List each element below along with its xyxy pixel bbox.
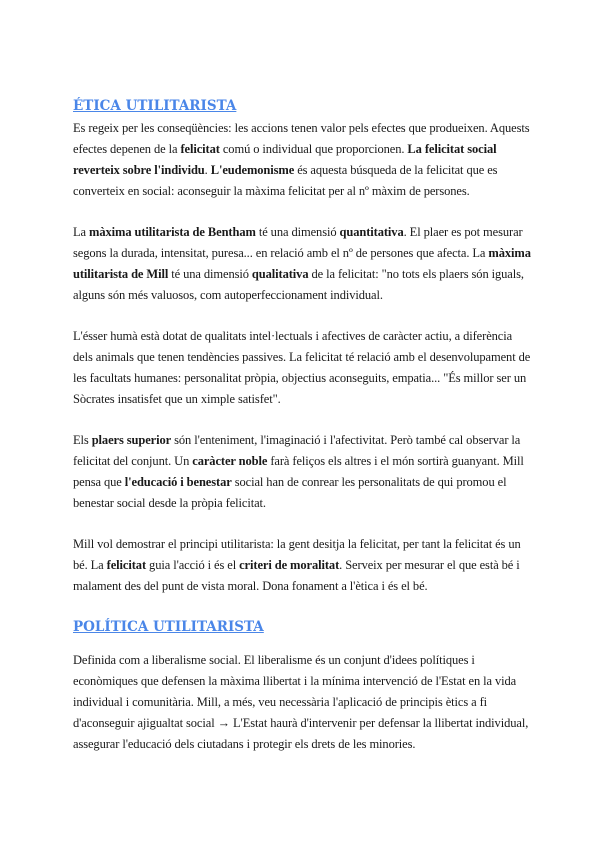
document-page xyxy=(73,96,531,775)
paragraph-maxims: La màxima utilitarista de Bentham té una dimensió quantitativa. El plaer es pot mesurar segons la durada, intensitat, puresa... en relació amb el nº de persones que afecta. La màxima utilitarista de Mill té una dimensió qualitativa de la felicitat: "no tots els plaers són iguals, alguns són més valuosos, com autoperfeccionament individual. xyxy=(73,225,531,302)
heading-etica-utilitarista: ÉTICA UTILITARISTA xyxy=(73,98,237,114)
paragraph-utilitarian-principle: Mill vol demostrar el principi utilitarista: la gent desitja la felicitat, per tant la felicitat és un bé. La felicitat guia l'acció i és el criteri de moralitat. Serveix per mesurar el que està bé i malament des del punt de vista moral. Dona fonament a l'ètica i és el bé. xyxy=(73,537,521,593)
paragraph-consequences: Es regeix per les conseqüències: les accions tenen valor pels efectes que produeixen. Aquests efectes depenen de la felicitat comú o individual que proporcionen. La felicitat social reverteix sobre l'individu. L'eudemonisme és aquesta búsqueda de la felicitat que es converteix en social: aconseguir la màxima felicitat per al nº màxim de persones. xyxy=(73,121,530,198)
paragraph-social-liberalism: Definida com a liberalisme social. El liberalisme és un conjunt d'idees polítiques i econòmiques que defensen la màxima llibertat i la mínima intervenció de l'Estat en la vida individual i comunitària. Mill, a més, veu necessària l'aplicació de principis ètics a fi d'aconseguir ajigualtat social → L'Estat haurà d'intervenir per defensar la llibertat individual, assegurar l'educació dels ciutadans i protegir els drets de les minories. xyxy=(73,653,529,751)
paragraph-human-qualities: L'ésser humà està dotat de qualitats intel·lectuals i afectives de caràcter actiu, a diferència dels animals que tenen tendències passives. La felicitat té relació amb el desenvolupament de les facultats humanes: personalitat pròpia, objectius aconseguits, empatia... "És millor ser un Sòcrates insatisfet que un ximple satisfet". xyxy=(73,329,531,406)
heading-politica-utilitarista: POLÍTICA UTILITARISTA xyxy=(73,619,264,635)
paragraph-superior-pleasures: Els plaers superior són l'enteniment, l'imaginació i l'afectivitat. Però també cal observar la felicitat del conjunt. Un caràcter noble farà feliços els altres i el món sortirà guanyant. Mill pensa que l'educació i benestar social han de conrear les personalitats de qui promou el benestar social desde la pròpia felicitat. xyxy=(73,433,524,510)
